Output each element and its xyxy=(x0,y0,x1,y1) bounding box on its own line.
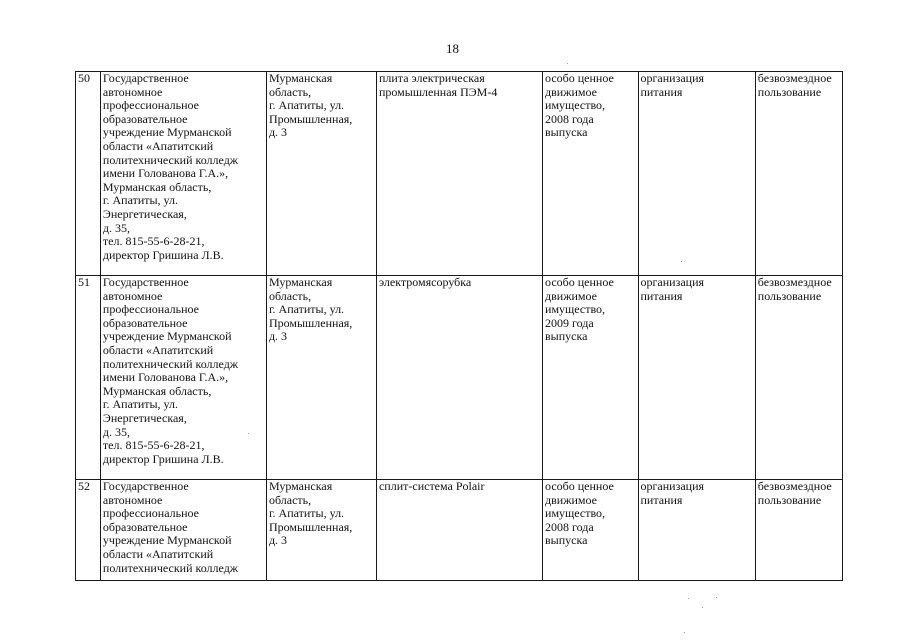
scan-speck xyxy=(567,63,568,64)
scan-speck xyxy=(684,632,685,633)
table-row xyxy=(76,480,843,581)
address-cell: Мурманская область, г. Апатиты, ул. Промышленная, д. 3 xyxy=(266,276,376,480)
property-table xyxy=(75,71,843,581)
table-row xyxy=(76,72,843,276)
address-cell: Мурманская область, г. Апатиты, ул. Промышленная, д. 3 xyxy=(266,480,376,581)
purpose-cell: организация питания xyxy=(638,72,755,276)
scan-speck xyxy=(702,607,703,608)
holder-cell: Государственное автономное профессиональное образовательное учреждение Мурманской области «Апатитский политехнический колледж имени Голованова Г.А.», Мурманская область, г. Апатиты, ул. Энергетическая, д. 35, тел. 815-55-6-28-21, директор Гришина Л.В. xyxy=(100,72,266,276)
row-number-cell: 52 xyxy=(76,480,101,581)
holder-cell: Государственное автономное профессиональное образовательное учреждение Мурманской области «Апатитский политехнический колледж имени Голованова Г.А.», Мурманская область, г. Апатиты, ул. Энергетическая, д. 35, тел. 815-55-6-28-21, директор Гришина Л.В. xyxy=(100,276,266,480)
usage-terms-cell: безвозмездное пользование xyxy=(755,276,842,480)
item-name-cell: электромясорубка xyxy=(376,276,542,480)
item-name-cell: сплит-система Polair xyxy=(376,480,542,581)
scan-speck xyxy=(681,261,682,262)
item-name-cell: плита электрическая промышленная ПЭМ-4 xyxy=(376,72,542,276)
property-type-cell: особо ценное движимое имущество, 2009 года выпуска xyxy=(543,276,638,480)
purpose-cell: организация питания xyxy=(638,276,755,480)
property-type-cell: особо ценное движимое имущество, 2008 года выпуска xyxy=(543,480,638,581)
row-number-cell: 51 xyxy=(76,276,101,480)
holder-cell: Государственное автономное профессиональное образовательное учреждение Мурманской области «Апатитский политехнический колледж xyxy=(100,480,266,581)
property-type-cell: особо ценное движимое имущество, 2008 года выпуска xyxy=(543,72,638,276)
scan-speck xyxy=(688,598,689,599)
scan-speck xyxy=(248,433,249,434)
table-row xyxy=(76,276,843,480)
address-cell: Мурманская область, г. Апатиты, ул. Промышленная, д. 3 xyxy=(266,72,376,276)
scan-speck xyxy=(716,597,717,598)
page-number: 18 xyxy=(446,41,459,56)
usage-terms-cell: безвозмездное пользование xyxy=(755,72,842,276)
row-number-cell: 50 xyxy=(76,72,101,276)
usage-terms-cell: безвозмездное пользование xyxy=(755,480,842,581)
purpose-cell: организация питания xyxy=(638,480,755,581)
